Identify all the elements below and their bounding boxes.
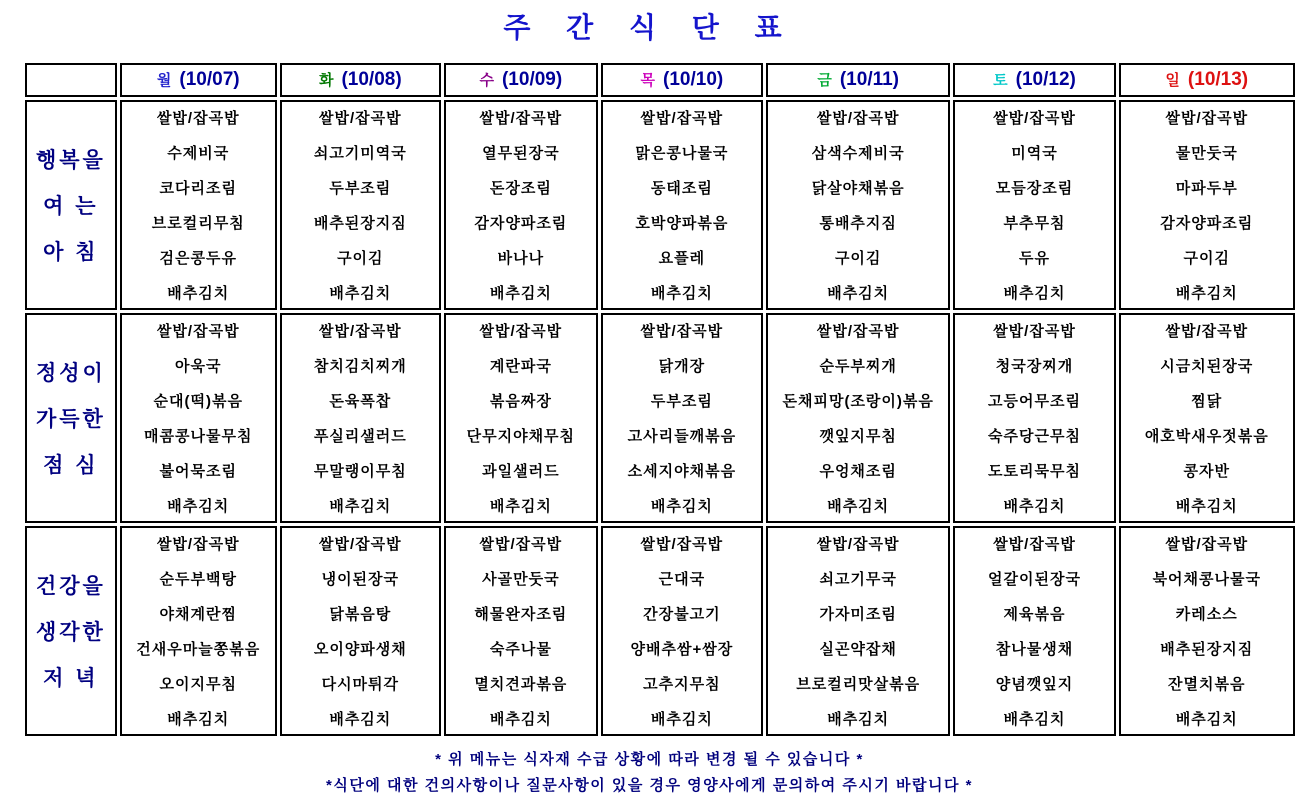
- menu-list: [122, 102, 275, 308]
- menu-item: 쌀밥/잡곡밥: [156, 323, 240, 340]
- day-date-sun: (10/13): [1187, 69, 1249, 90]
- menu-item: 마파두부: [1175, 180, 1238, 197]
- menu-item: 가자미조림: [819, 606, 897, 623]
- menu-item: 얼갈이된장국: [988, 571, 1081, 588]
- menu-item: 배추김치: [489, 498, 552, 515]
- menu-cell-dinner-sat: [953, 526, 1115, 736]
- menu-item: 배추김치: [167, 285, 230, 302]
- menu-item: 애호박새우젓볶음: [1144, 428, 1269, 445]
- menu-item: 쌀밥/잡곡밥: [319, 323, 402, 340]
- page-title: 주 간 식 단 표: [503, 12, 796, 43]
- meal-row-lunch: [25, 313, 1295, 523]
- menu-cell-breakfast-tue: [280, 100, 441, 310]
- menu-item: 부추무침: [1003, 215, 1066, 232]
- menu-item: 시금치된장국: [1160, 358, 1254, 375]
- menu-item: 사골만둣국: [482, 571, 560, 588]
- menu-item: 열무된장국: [482, 145, 560, 162]
- menu-item: 계란파국: [489, 358, 552, 375]
- menu-item: 배추김치: [1003, 285, 1066, 302]
- menu-item: 순두부찌개: [819, 358, 897, 375]
- menu-item: 돈육폭찹: [329, 393, 392, 410]
- day-date-thu: (10/10): [663, 69, 724, 90]
- menu-item: 과일샐러드: [482, 463, 560, 480]
- menu-item: 양배추쌈+쌈장: [630, 641, 734, 658]
- menu-cell-dinner-mon: [120, 526, 277, 736]
- menu-list: [603, 528, 761, 734]
- footer-note-contact: *식단에 대한 건의사항이나 질문사항이 있을 경우 영양사에게 문의하여 주시기 바랍니다 *: [326, 777, 973, 794]
- menu-item: 배추김치: [827, 711, 890, 728]
- menu-item: 잔멸치볶음: [1168, 676, 1246, 693]
- menu-item: 쌀밥/잡곡밥: [993, 323, 1076, 340]
- menu-item: 쌀밥/잡곡밥: [156, 110, 240, 127]
- menu-item: 불어묵조림: [159, 463, 237, 480]
- menu-item: 배추김치: [650, 711, 713, 728]
- day-header-sat: [953, 63, 1115, 97]
- day-header-tue: [280, 63, 441, 97]
- menu-item: 쌀밥/잡곡밥: [479, 323, 563, 340]
- meal-label-line: 정성이: [35, 362, 106, 385]
- menu-cell-breakfast-sun: [1119, 100, 1295, 310]
- menu-list: [282, 102, 439, 308]
- menu-item: 쌀밥/잡곡밥: [640, 536, 724, 553]
- menu-item: 쌀밥/잡곡밥: [479, 110, 563, 127]
- menu-item: 구이김: [834, 250, 882, 267]
- menu-item: 배추김치: [489, 711, 552, 728]
- menu-list: [1121, 102, 1293, 308]
- menu-item: 소세지야채볶음: [627, 463, 737, 480]
- menu-item: 배추김치: [329, 711, 392, 728]
- menu-item: 볶음짜장: [489, 393, 552, 410]
- menu-cell-dinner-sun: [1119, 526, 1295, 736]
- meal-label-line: 점 심: [43, 454, 99, 477]
- menu-list: [122, 315, 275, 521]
- menu-item: 쌀밥/잡곡밥: [993, 536, 1076, 553]
- meal-row-dinner: [25, 526, 1295, 736]
- menu-item: 브로컬리맛살볶음: [796, 676, 921, 693]
- menu-item: 배추김치: [650, 285, 713, 302]
- menu-item: 건새우마늘쫑볶음: [136, 641, 261, 658]
- menu-list: [768, 315, 949, 521]
- meal-row-breakfast: [25, 100, 1295, 310]
- menu-item: 푸실리샐러드: [313, 428, 407, 445]
- menu-item: 구이김: [337, 250, 384, 267]
- day-date-sat: (10/12): [1015, 69, 1076, 90]
- menu-item: 배추김치: [329, 498, 392, 515]
- menu-item: 검은콩두유: [159, 250, 237, 267]
- menu-item: 배추된장지짐: [313, 215, 407, 232]
- menu-item: 요플레: [658, 250, 706, 267]
- menu-item: 단무지야채무침: [466, 428, 576, 445]
- meal-label-line: 아 침: [43, 241, 99, 264]
- meal-label-line: 여 는: [43, 195, 99, 218]
- menu-item: 배추김치: [167, 498, 230, 515]
- menu-cell-breakfast-mon: [120, 100, 277, 310]
- menu-item: 카레소스: [1175, 606, 1238, 623]
- menu-item: 배추김치: [489, 285, 552, 302]
- menu-cell-lunch-thu: [601, 313, 763, 523]
- menu-item: 참나물생채: [995, 641, 1074, 658]
- menu-item: 브로컬리무침: [151, 215, 245, 232]
- menu-item: 닭살야채볶음: [811, 180, 905, 197]
- weekly-menu-table: [22, 60, 1298, 739]
- menu-cell-breakfast-thu: [601, 100, 763, 310]
- menu-item: 돈채피망(조랑이)볶음: [782, 393, 934, 410]
- menu-item: 배추김치: [1175, 285, 1238, 302]
- day-date-wed: (10/09): [501, 69, 563, 90]
- day-char-fri: 금: [817, 72, 832, 89]
- menu-cell-dinner-wed: [444, 526, 598, 736]
- header-row: [25, 63, 1295, 97]
- menu-item: 코다리조림: [159, 180, 237, 197]
- menu-item: 냉이된장국: [321, 571, 400, 588]
- menu-item: 배추김치: [827, 285, 890, 302]
- menu-cell-lunch-sat: [953, 313, 1115, 523]
- menu-item: 제육볶음: [1003, 606, 1066, 623]
- menu-list: [446, 315, 596, 521]
- menu-list: [768, 528, 949, 734]
- menu-item: 아욱국: [175, 358, 222, 375]
- menu-list: [603, 102, 761, 308]
- menu-list: [282, 315, 439, 521]
- day-date-fri: (10/11): [839, 69, 900, 90]
- menu-item: 참치김치찌개: [313, 358, 407, 375]
- menu-item: 청국장찌개: [995, 358, 1074, 375]
- menu-item: 근대국: [658, 571, 706, 588]
- menu-list: [446, 102, 596, 308]
- menu-item: 쌀밥/잡곡밥: [816, 536, 900, 553]
- menu-cell-dinner-tue: [280, 526, 441, 736]
- menu-cell-lunch-fri: [766, 313, 951, 523]
- menu-item: 배추된장지짐: [1160, 641, 1254, 658]
- menu-item: 쌀밥/잡곡밥: [1165, 110, 1249, 127]
- menu-item: 해물완자조림: [474, 606, 568, 623]
- menu-item: 닭개장: [658, 358, 706, 375]
- menu-item: 배추김치: [329, 285, 392, 302]
- day-char-tue: 화: [318, 72, 334, 89]
- menu-item: 고추지무침: [643, 676, 721, 693]
- menu-cell-lunch-wed: [444, 313, 598, 523]
- menu-item: 쌀밥/잡곡밥: [640, 323, 724, 340]
- menu-item: 배추김치: [827, 498, 890, 515]
- meal-label-line: 저 녁: [43, 667, 99, 690]
- menu-item: 실곤약잡채: [819, 641, 897, 658]
- menu-item: 오이양파생채: [313, 641, 407, 658]
- menu-list: [1121, 315, 1293, 521]
- menu-item: 쌀밥/잡곡밥: [640, 110, 724, 127]
- menu-item: 다시마튀각: [321, 676, 400, 693]
- menu-item: 쌀밥/잡곡밥: [156, 536, 240, 553]
- menu-item: 호박양파볶음: [635, 215, 729, 232]
- menu-item: 감자양파조림: [1160, 215, 1254, 232]
- menu-item: 야채계란찜: [159, 606, 237, 623]
- day-date-tue: (10/08): [341, 69, 402, 90]
- menu-item: 배추김치: [167, 711, 230, 728]
- menu-item: 북어채콩나물국: [1152, 571, 1261, 588]
- menu-item: 콩자반: [1183, 463, 1231, 480]
- menu-item: 쌀밥/잡곡밥: [319, 110, 402, 127]
- menu-list: [603, 315, 761, 521]
- menu-item: 쌀밥/잡곡밥: [479, 536, 563, 553]
- menu-list: [1121, 528, 1293, 734]
- meal-label-dinner: [25, 526, 117, 736]
- menu-item: 배추김치: [1003, 711, 1066, 728]
- menu-list: [768, 102, 949, 308]
- menu-list: [446, 528, 596, 734]
- menu-list: [955, 528, 1113, 734]
- menu-item: 돈장조림: [489, 180, 552, 197]
- day-header-fri: [766, 63, 951, 97]
- menu-item: 쌀밥/잡곡밥: [319, 536, 402, 553]
- menu-cell-dinner-fri: [766, 526, 951, 736]
- menu-item: 도토리묵무침: [988, 463, 1081, 480]
- meal-label-line: 건강을: [35, 575, 106, 598]
- menu-item: 양념깻잎지: [995, 676, 1074, 693]
- menu-item: 두유: [1019, 250, 1050, 267]
- menu-table-body: [25, 100, 1295, 736]
- day-char-thu: 목: [640, 72, 656, 89]
- menu-cell-breakfast-wed: [444, 100, 598, 310]
- menu-item: 바나나: [497, 250, 545, 267]
- menu-item: 두부조림: [650, 393, 713, 410]
- menu-item: 통배추지짐: [819, 215, 897, 232]
- menu-item: 찜닭: [1191, 393, 1223, 410]
- day-char-mon: 월: [156, 72, 172, 89]
- menu-item: 두부조림: [329, 180, 392, 197]
- corner-cell: [25, 63, 117, 97]
- menu-item: 맑은콩나물국: [635, 145, 729, 162]
- menu-item: 삼색수제비국: [811, 145, 905, 162]
- menu-item: 숙주당근무침: [988, 428, 1081, 445]
- menu-item: 물만둣국: [1175, 145, 1238, 162]
- menu-item: 쌀밥/잡곡밥: [1165, 536, 1249, 553]
- menu-item: 배추김치: [1003, 498, 1066, 515]
- menu-cell-breakfast-fri: [766, 100, 951, 310]
- menu-item: 동태조림: [650, 180, 713, 197]
- menu-item: 멸치견과볶음: [474, 676, 568, 693]
- day-char-sat: 토: [993, 72, 1008, 89]
- menu-cell-dinner-thu: [601, 526, 763, 736]
- menu-list: [282, 528, 439, 734]
- menu-item: 간장불고기: [643, 606, 721, 623]
- day-header-sun: [1119, 63, 1295, 97]
- menu-item: 숙주나물: [489, 641, 552, 658]
- menu-cell-lunch-sun: [1119, 313, 1295, 523]
- meal-label-breakfast: [25, 100, 117, 310]
- meal-label-line: 행복을: [35, 149, 106, 172]
- day-char-wed: 수: [479, 72, 494, 89]
- menu-cell-lunch-tue: [280, 313, 441, 523]
- menu-item: 구이김: [1183, 250, 1231, 267]
- menu-item: 매콤콩나물무침: [144, 428, 253, 445]
- menu-item: 수제비국: [167, 145, 230, 162]
- menu-item: 순대(떡)볶음: [153, 393, 243, 410]
- menu-item: 쌀밥/잡곡밥: [1165, 323, 1249, 340]
- menu-item: 우엉채조림: [819, 463, 897, 480]
- day-char-sun: 일: [1165, 72, 1180, 89]
- menu-item: 고사리들깨볶음: [627, 428, 737, 445]
- meal-label-lunch: [25, 313, 117, 523]
- menu-item: 깻잎지무침: [819, 428, 897, 445]
- menu-item: 쌀밥/잡곡밥: [816, 110, 900, 127]
- menu-cell-lunch-mon: [120, 313, 277, 523]
- menu-item: 배추김치: [650, 498, 713, 515]
- menu-item: 오이지무침: [159, 676, 237, 693]
- menu-item: 순두부백탕: [159, 571, 237, 588]
- menu-item: 고등어무조림: [988, 393, 1081, 410]
- menu-item: 모듬장조림: [995, 180, 1074, 197]
- menu-item: 쌀밥/잡곡밥: [993, 110, 1076, 127]
- menu-item: 쇠고기무국: [819, 571, 897, 588]
- menu-item: 배추김치: [1175, 498, 1238, 515]
- day-date-mon: (10/07): [179, 69, 240, 90]
- menu-cell-breakfast-sat: [953, 100, 1115, 310]
- menu-item: 미역국: [1011, 145, 1058, 162]
- menu-item: 감자양파조림: [474, 215, 568, 232]
- menu-list: [122, 528, 275, 734]
- menu-item: 쇠고기미역국: [313, 145, 407, 162]
- meal-label-line: 가득한: [35, 408, 106, 431]
- day-header-mon: [120, 63, 277, 97]
- footer-note-supply: * 위 메뉴는 식자재 수급 상황에 따라 변경 될 수 있습니다 *: [435, 751, 864, 768]
- day-header-thu: [601, 63, 763, 97]
- menu-list: [955, 315, 1113, 521]
- menu-item: 배추김치: [1175, 711, 1238, 728]
- menu-list: [955, 102, 1113, 308]
- meal-label-line: 생각한: [35, 621, 106, 644]
- menu-item: 무말랭이무침: [313, 463, 407, 480]
- menu-item: 닭볶음탕: [329, 606, 392, 623]
- day-header-wed: [444, 63, 598, 97]
- menu-item: 쌀밥/잡곡밥: [816, 323, 900, 340]
